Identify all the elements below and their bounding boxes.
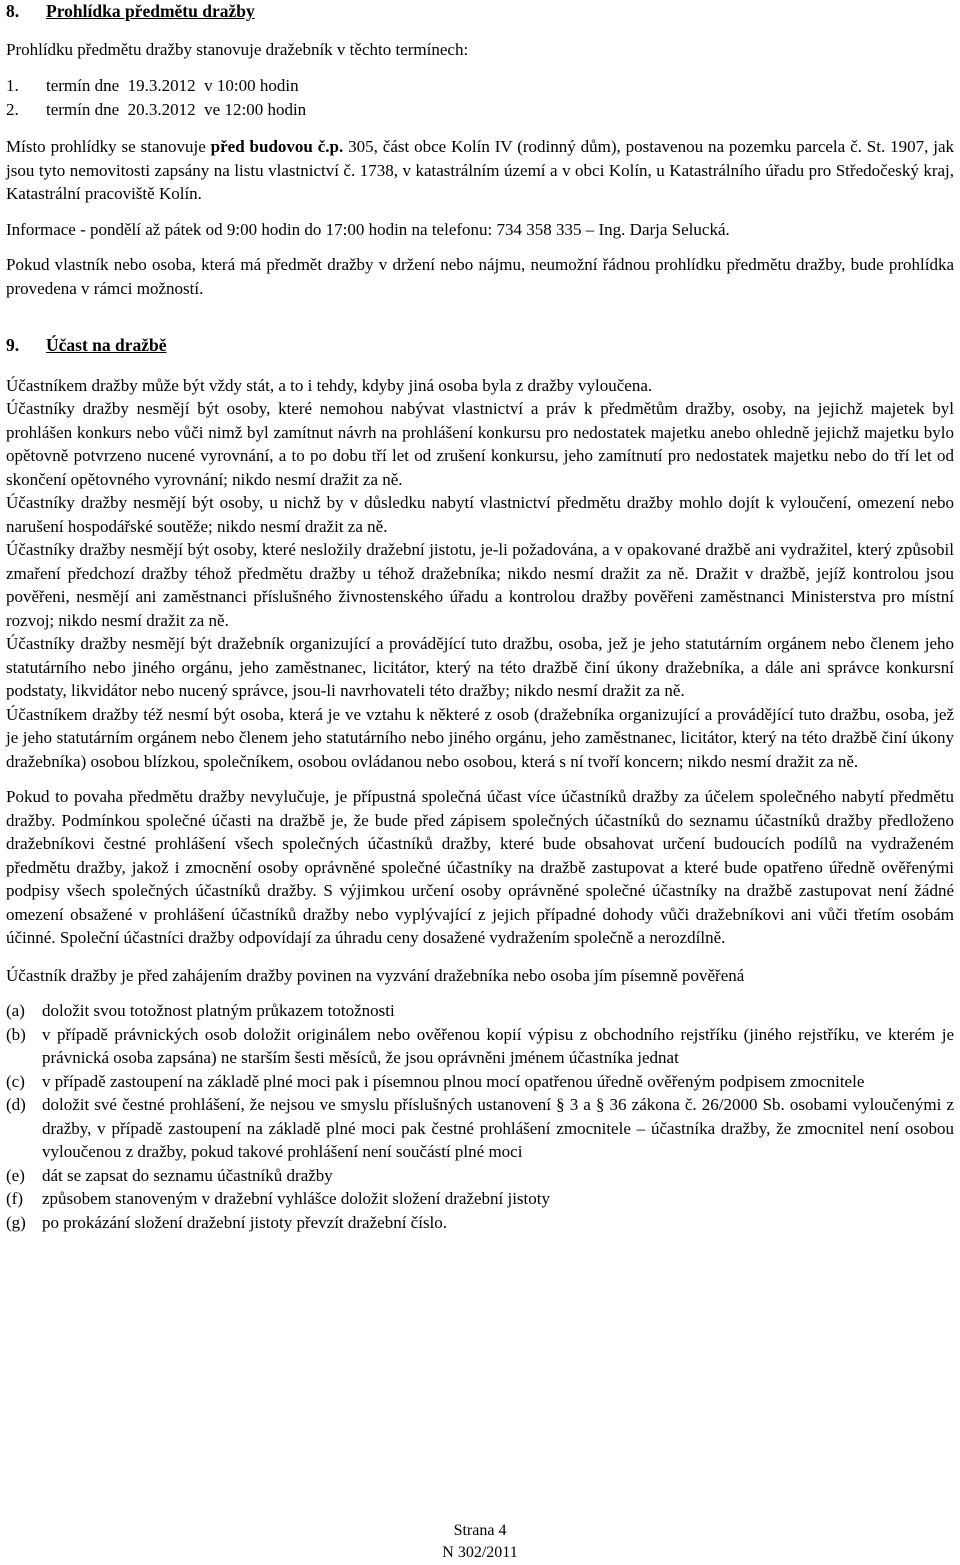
rule-paragraph: Účastníky dražby nesmějí být osoby, které nesložily dražební jistotu, je-li požadována, a v opakované dražbě ani vydražitel, který způsobil zmaření předchozí dražby téhož předmětu dražby u téhož dražebníka; nikdo nesmí dražit za ně. Dražit v dražbě, jejíž kontrolou jsou pověřeni, nesmějí ani zaměstnanci příslušného živnostenského úřadu a kontrolou dražby pověřeni zaměstnanci Ministerstva pro místní rozvoj; nikdo nesmí dražit za ně. [6,540,954,630]
section-number: 9. [6,335,20,355]
section-number: 8. [6,1,20,21]
list-text: způsobem stanoveným v dražební vyhlášce doložit složení dražební jistoty [42,1189,550,1208]
page-footer [0,1520,960,1564]
list-label: (c) [6,1071,25,1091]
term-index: 1. [6,76,19,95]
inspection-intro: Prohlídku předmětu dražby stanovuje dražebník v těchto termínech: [6,39,469,59]
file-reference: N 302/2011 [442,1544,518,1561]
place-bold: před budovou č.p. [210,137,344,156]
term-index: 2. [6,99,19,119]
page-number: Strana 4 [453,1522,507,1539]
obligation-list [6,999,954,1234]
list-item [6,1093,954,1164]
term-text: termín dne 20.3.2012 ve 12:00 hodin [46,99,307,119]
list-item [6,1211,954,1235]
list-label: (f) [6,1189,23,1208]
list-item [6,1187,954,1211]
inspection-info: Informace - pondělí až pátek od 9:00 hodin do 17:00 hodin na telefonu: 734 358 335 – Ing. Darja Selucká. [6,219,730,239]
list-label: (b) [6,1024,26,1044]
list-label: (g) [6,1212,26,1232]
inspection-terms [6,74,954,121]
section-title: Účast na dražbě [46,335,167,355]
joint-participation: Pokud to povaha předmětu dražby nevylučuje, je přípustná společná účast více účastníků dražby za účelem společného nabytí předmětu dražby. Podmínkou společné účasti na dražbě je, že bude před zápisem společných účastníků do seznamu účastníků dražby předloženo dražebníkovi čestné prohlášení všech společných účastníků dražby, které bude obsahovat určení budoucích podílů na vydraženém předmětu dražby, jakož i zmocnění osoby oprávněné společné účastníky na dražbě zastupovat a které bude opatřeno úředně ověřenými podpisy všech společných účastníků dražby. S výjimkou určení osoby oprávněné společné účastníky na dražbě zastupovat není žádné omezení obsažené v prohlášení účastníků dražby nebo vyplývající z jejich případné dohody vůči dražebníkovi ani vůči třetím osobám účinné. Společní účastníci dražby odpovídají za úhradu ceny dosažené vydražením společně a nerozdílně. [6,787,954,947]
owner-note: Pokud vlastník nebo osoba, která má předmět dražby v držení nebo nájmu, neumožní řádnou prohlídku předmětu dražby, bude prohlídka provedena v rámci možností. [6,255,954,298]
list-item [6,1070,954,1094]
rule-paragraph: Účastníkem dražby též nesmí být osoba, která je ve vztahu k některé z osob (dražebníka organizující a provádějící tuto dražbu, osoba, jež je jeho statutárním orgánem nebo členem jeho statutárního nebo jiného orgánu, jeho zaměstnanec, licitátor, který na této dražbě činí úkony dražebníka) osobou blízkou, společníkem, osobou ovládanou nebo osobou, která s ní tvoří koncern; nikdo nesmí dražit za ně. [6,704,954,771]
rule-paragraph: Účastníky dražby nesmějí být osoby, které nemohou nabývat vlastnictví a práv k předmětům dražby, osoby, na jejichž majetek byl prohlášen konkurs nebo vůči nimž byl zamítnut návrh na prohlášení konkursu pro nedostatek majetku anebo ohledně jejichž majetku bylo opětovně potvrzeno nucené vyrovnání, a to po dobu tří let od zrušení konkursu, jeho zamítnutí pro nedostatek majetku nebo do tří let od skončení opětovného vyrovnání; nikdo nesmí dražit za ně. [6,399,954,489]
section-8-heading [6,0,954,24]
list-item [6,999,954,1023]
term-text: termín dne 19.3.2012 v 10:00 hodin [46,76,299,95]
rule-paragraph: Účastníky dražby nesmějí být osoby, u nichž by v důsledku nabytí vlastnictví předmětu dražby mohlo dojít k vyloučení, omezení nebo narušení hospodářské soutěže; nikdo nesmí dražit za ně. [6,493,954,536]
list-text: doložit svou totožnost platným průkazem totožnosti [42,1001,395,1020]
list-label: (a) [6,1001,25,1020]
list-text: doložit své čestné prohlášení, že nejsou ve smyslu příslušných ustanovení § 3 a § 36 zákona č. 26/2000 Sb. osobami vyloučenými z dražby, v případě zastoupení na základě plné moci pak čestné prohlášení zmocnitele – účastníka dražby, že zmocnitel není osobou vyloučenou z dražby, pokud takové prohlášení není součástí plné moci [42,1095,954,1161]
inspection-place [6,135,954,206]
list-text: dát se zapsat do seznamu účastníků dražby [42,1165,333,1185]
place-rest: 305, část obce Kolín IV (rodinný dům), postavenou na pozemku parcela č. St. 1907, jak jsou tyto nemovitosti zapsány na listu vlastnictví č. 1738, v katastrálním území a v obci Kolín, u Katastrálního úřadu pro Středočeský kraj, Katastrální pracoviště Kolín. [6,137,954,203]
list-item [6,1023,954,1070]
section-9-heading [6,334,954,358]
section-title: Prohlídka předmětu dražby [46,1,255,21]
rule-paragraph: Účastníkem dražby může být vždy stát, a to i tehdy, kdyby jiná osoba byla z dražby vyloučena. [6,375,653,395]
rule-paragraph: Účastníky dražby nesmějí být dražebník organizující a provádějící tuto dražbu, osoba, jež je jeho statutárním orgánem nebo členem jeho statutárního nebo jiného orgánu, jeho zaměstnanec, licitátor, který na této dražbě činí úkony dražebníka, a dále ani správce konkursní podstaty, likvidátor nebo nucený správce, jsou-li navrhovateli této dražby; nikdo nesmí dražit za ně. [6,634,954,700]
document-page [6,0,954,1234]
list-text: v případě právnických osob doložit originálem nebo ověřenou kopií výpisu z obchodního rejstříku (jiného rejstříku, ve kterém je právnická osoba zapsána) ne starším šesti měsíců, že jsou oprávněni jménem účastníka jednat [42,1024,954,1067]
list-label: (e) [6,1165,25,1185]
list-label: (d) [6,1095,26,1114]
place-prefix: Místo prohlídky se stanovuje [6,137,211,156]
list-text: po prokázání složení dražební jistoty převzít dražební číslo. [42,1212,448,1232]
term-item [6,74,954,98]
list-item [6,1164,954,1188]
term-item [6,98,954,122]
participation-rules [6,374,954,774]
list-text: v případě zastoupení na základě plné moci pak i písemnou plnou mocí opatřenou úředně ověřeným podpisem zmocnitele [42,1071,865,1091]
obligation-intro: Účastník dražby je před zahájením dražby povinen na vyzvání dražebníka nebo osoba jím písemně pověřená [6,965,745,985]
